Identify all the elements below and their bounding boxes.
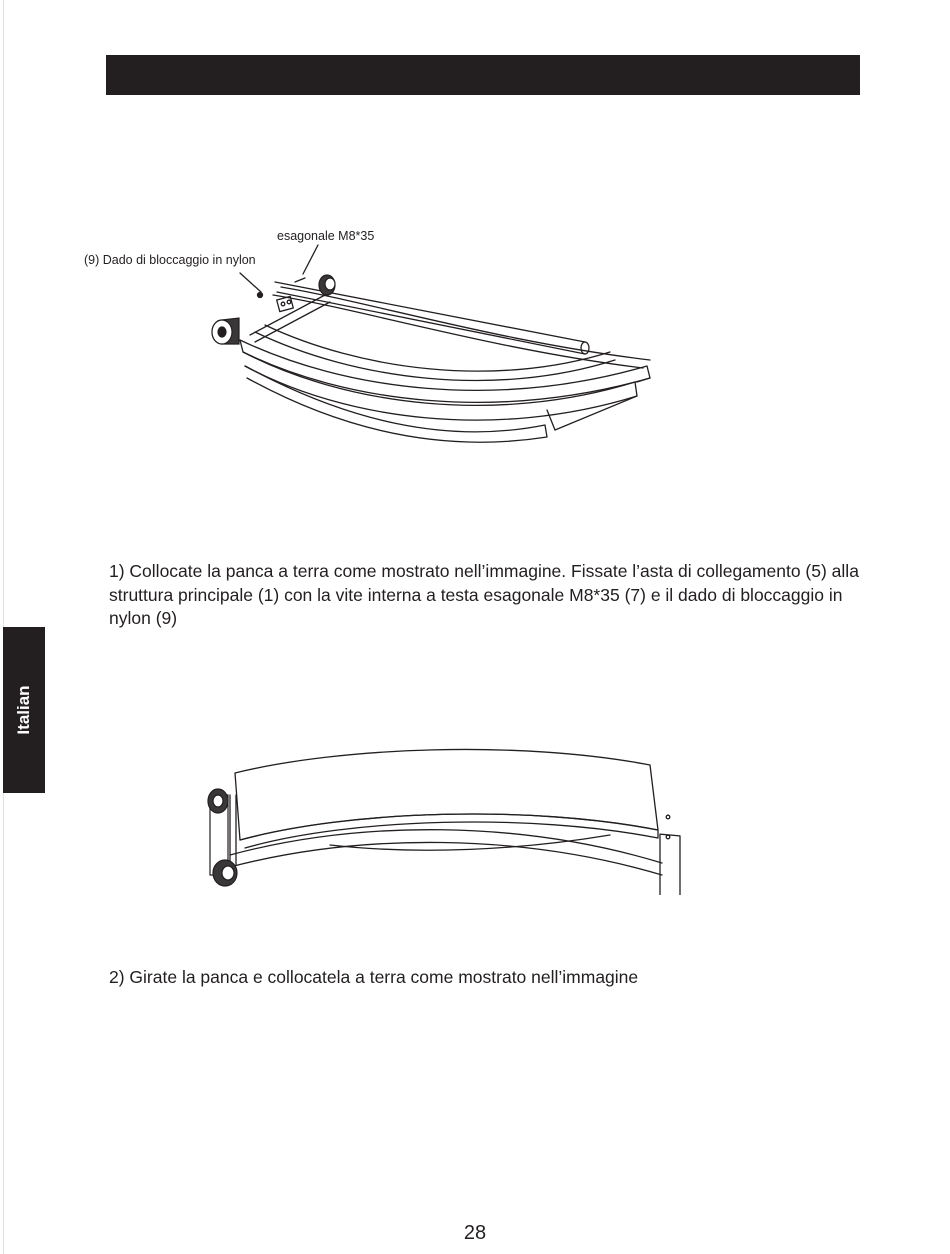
- language-tab: [3, 627, 45, 793]
- bench-frame: [230, 830, 662, 863]
- language-tab-label: Italian: [14, 685, 33, 735]
- leader-line-bolt: [303, 245, 318, 274]
- assembly-figure-step-1: [195, 240, 675, 450]
- bench-end-plate: [660, 834, 680, 895]
- foam-rollers-step-2: [208, 789, 237, 886]
- bench-pad: [235, 749, 658, 840]
- callout-hex-bolt: esagonale M8*35: [277, 229, 375, 243]
- page-number: 28: [463, 1222, 487, 1244]
- seat-board-bottom: [245, 366, 547, 442]
- leader-line-nut: [240, 273, 261, 292]
- frame-tube-back: [273, 295, 643, 368]
- assembly-figure-step-2: [190, 735, 700, 895]
- seat-board-middle: [243, 352, 637, 420]
- connecting-rod-end: [581, 342, 589, 354]
- step-1-instruction: 1) Collocate la panca a terra come mostrato nell’immagine. Fissate l’asta di collegamento (5) alla struttura principale (1) con la vite interna a testa esagonale M8*35 (7) e il dado di bloccaggio in nylon (9): [109, 561, 859, 628]
- callout-nylon-nut: (9) Dado di bloccaggio in nylon: [84, 253, 256, 267]
- hex-bolt: [295, 278, 305, 282]
- nylon-nut: [258, 293, 263, 298]
- header-bar: [106, 55, 860, 95]
- step-2-instruction: 2) Girate la panca e collocatela a terra come mostrato nell’immagine: [109, 967, 639, 987]
